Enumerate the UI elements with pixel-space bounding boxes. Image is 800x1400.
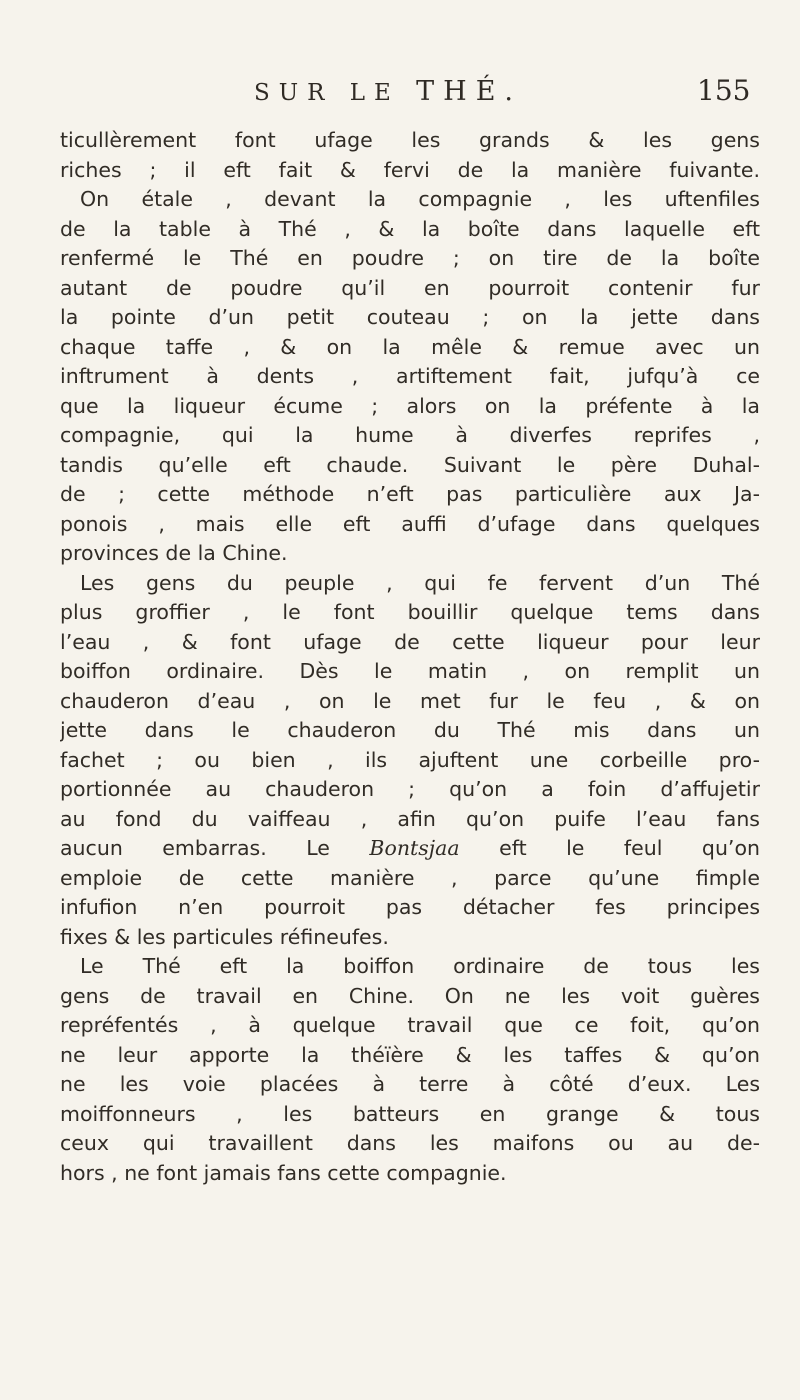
text-line: Les gens du peuple , qui fe fervent d’un Thé	[80, 570, 760, 595]
text-line: Le Thé eft la boiffon ordinaire de tous les	[80, 954, 760, 978]
text-line: ne leur apporte la théïère & les taffes & qu’on	[60, 1042, 760, 1067]
text-line: l’eau , & font ufage de cette liqueur pour leur	[60, 629, 760, 654]
text-line: tandis qu’elle eft chaude. Suivant le père Duhal-	[60, 452, 760, 477]
text-line: provinces de la Chine.	[60, 541, 288, 565]
text-line	[60, 834, 760, 864]
running-title-small: SUR LE	[254, 80, 417, 106]
text-line: fachet ; ou bien , ils ajuftent une corbeille pro-	[60, 747, 760, 772]
italic-term: Bontsjaa	[369, 836, 460, 860]
text-line: emploie de cette manière , parce qu’une fimple	[60, 865, 760, 890]
text-line: portionnée au chauderon ; qu’on a foin d’affujetir	[60, 777, 760, 801]
text-line: chaque taffe , & on la mêle & remue avec un	[60, 334, 760, 359]
text-line: On étale , devant la compagnie , les uftenfiles	[80, 187, 760, 211]
text-line: fixes & les particules réfineufes.	[60, 924, 389, 949]
text-line: riches ; il eft fait & fervi de la manière fuivante.	[60, 157, 760, 182]
text-line: ticullèrement font ufage les grands & les gens	[60, 128, 760, 152]
text-segment: aucun embarras. Le	[60, 836, 330, 860]
text-line: gens de travail en Chine. On ne les voit guères	[60, 983, 760, 1008]
body-text	[60, 126, 760, 1188]
text-line: ne les voie placées à terre à côté d’eux. Les	[60, 1072, 760, 1096]
text-line: hors , ne font jamais fans cette compagnie.	[60, 1160, 507, 1185]
text-line: la pointe d’un petit couteau ; on la jette dans	[60, 305, 760, 329]
text-line: inftrument à dents , artiftement fait, jufqu’à ce	[60, 364, 760, 388]
text-line: plus groffier , le font bouillir quelque tems dans	[60, 600, 760, 624]
running-header	[0, 76, 800, 116]
text-line: de ; cette méthode n’eft pas particulière aux Ja-	[60, 482, 760, 506]
text-line: ponois , mais elle eft auffi d’ufage dans quelques	[60, 511, 760, 536]
text-line: au fond du vaiffeau , afin qu’on puife l’eau fans	[60, 806, 760, 831]
text-line: que la liqueur écume ; alors on la préfente à la	[60, 393, 760, 418]
text-line: compagnie, qui la hume à diverfes reprifes ,	[60, 423, 760, 447]
text-line: boiffon ordinaire. Dès le matin , on remplit un	[60, 659, 760, 683]
text-line: ceux qui travaillent dans les maifons ou au de-	[60, 1131, 760, 1155]
text-line: repréfentés , à quelque travail que ce foit, qu’on	[60, 1013, 760, 1037]
text-line: de la table à Thé , & la boîte dans laquelle eft	[60, 216, 760, 241]
text-segment: eft le feul qu’on	[459, 836, 760, 860]
page-number: 155	[697, 74, 751, 107]
text-line: moiffonneurs , les batteurs en grange & tous	[60, 1101, 760, 1126]
running-title-big: THÉ.	[416, 76, 523, 107]
text-line: autant de poudre qu’il en pourroit contenir fur	[60, 275, 760, 300]
text-line: chauderon d’eau , on le met fur le feu , & on	[60, 688, 760, 713]
text-line: infufion n’en pourroit pas détacher fes principes	[60, 895, 760, 919]
running-title	[254, 76, 522, 107]
text-line: renfermé le Thé en poudre ; on tire de la boîte	[60, 246, 760, 270]
text-line: jette dans le chauderon du Thé mis dans un	[60, 718, 760, 742]
